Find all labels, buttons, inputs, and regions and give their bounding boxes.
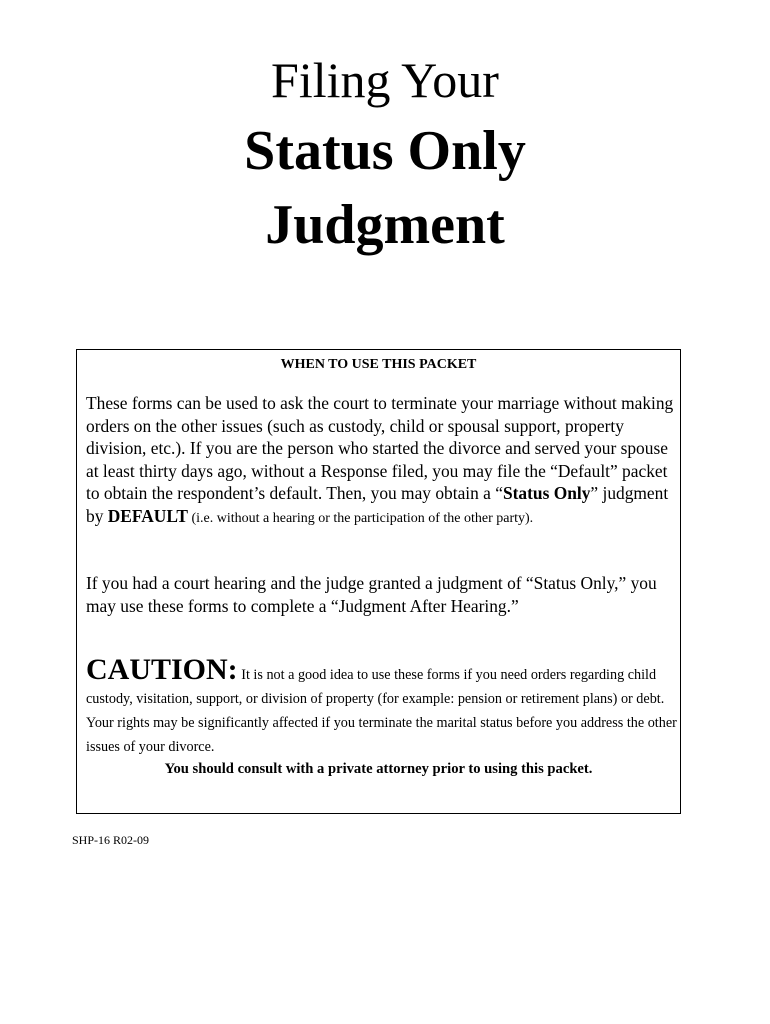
when-to-use-packet-box	[76, 349, 681, 814]
form-code: SHP-16 R02-09	[72, 833, 150, 847]
title-line-status-only: Status Only	[244, 120, 526, 182]
title-line-judgment: Judgment	[265, 194, 505, 256]
usage-text-part2: ” judgment by	[86, 483, 669, 526]
hearing-paragraph: If you had a court hearing and the judge granted a judgment of “Status Only,” you may use these forms to complete a “Judgment After Hearing.”	[86, 573, 657, 616]
caution-text: It is not a good idea to use these forms if you need orders regarding child custody, visitation, support, or division of property (for example: pension or retirement plans) or debt. Your rights may be significantly affected if you terminate the marital status before you address the other issues of your divorce.	[86, 667, 677, 755]
box-heading: WHEN TO USE THIS PACKET	[280, 357, 477, 372]
caution-label: CAUTION:	[86, 653, 238, 686]
default-emphasis: DEFAULT	[107, 505, 188, 526]
usage-paragraph	[86, 392, 678, 531]
title-line-filing-your: Filing Your	[271, 52, 499, 108]
default-explanation: (i.e. without a hearing or the participation of the other party).	[187, 510, 534, 526]
caution-paragraph	[86, 655, 678, 759]
status-only-emphasis: Status Only	[502, 483, 591, 504]
usage-text-part1: These forms can be used to ask the court to terminate your marriage without making orders on the other issues (such as custody, child or spousal support, property division, etc.). If you are the person who started the divorce and served your spouse at least thirty days ago, without a Response filed, you may file the “Default” packet to obtain the respondent’s default. Then, you may obtain a “	[86, 393, 674, 504]
consult-attorney-notice: You should consult with a private attorney prior to using this packet.	[164, 761, 593, 777]
